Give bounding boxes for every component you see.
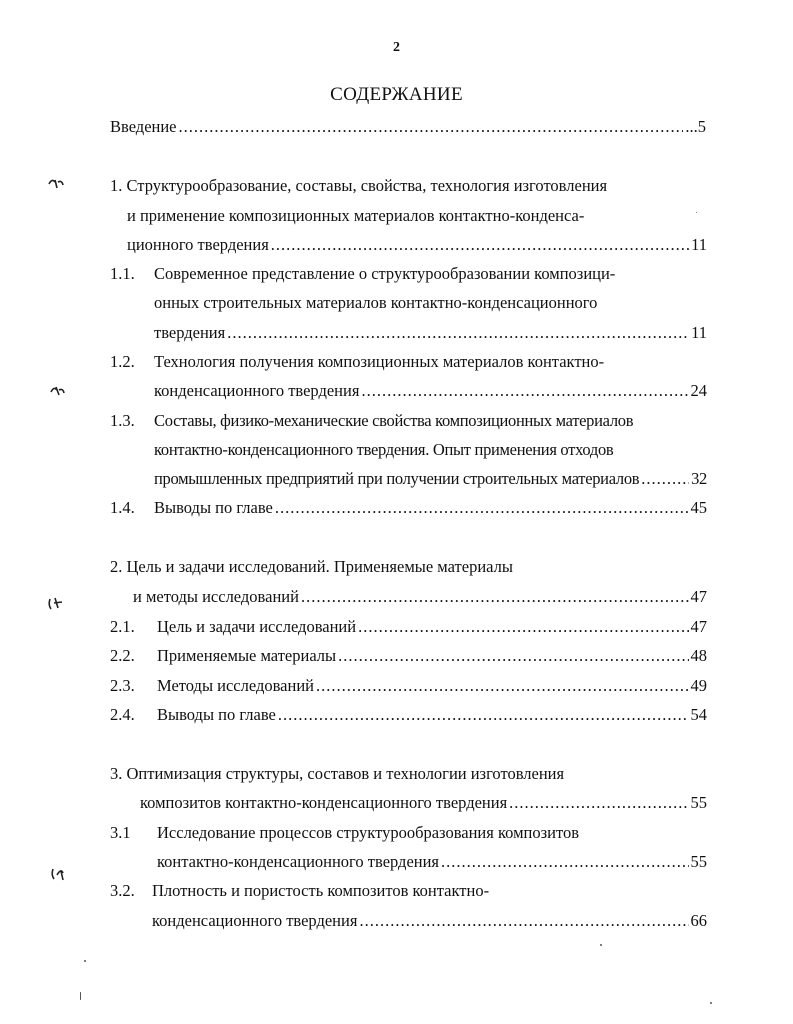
toc-title: СОДЕРЖАНИЕ	[330, 84, 463, 105]
leader-dots	[641, 469, 689, 489]
leader-dots	[275, 498, 689, 518]
chapter-3-title: 3. Оптимизация структуры, составов и технологии изготовления	[110, 764, 565, 783]
toc-entry-3-2	[152, 911, 707, 931]
scan-speck	[84, 960, 86, 962]
section-number: 1.3.	[110, 411, 135, 430]
toc-page: 45	[690, 498, 707, 517]
leader-dots	[359, 911, 688, 931]
toc-page: 49	[690, 676, 707, 695]
toc-label: твердения	[154, 323, 226, 342]
chapter-1-title: 1. Структурообразование, составы, свойства, технология изготовления	[110, 176, 608, 195]
toc-page: 11	[691, 235, 707, 254]
toc-page: 54	[690, 705, 707, 724]
section-number: 1.2.	[110, 352, 135, 371]
section-number: 1.1.	[110, 264, 135, 283]
scan-speck	[696, 212, 697, 213]
margin-mark	[49, 865, 69, 888]
section-number: 1.4.	[110, 498, 135, 517]
leader-dots	[271, 235, 689, 255]
leader-dots	[227, 323, 689, 343]
section-1-1-title-cont: онных строительных материалов контактно-конденсационного	[154, 293, 598, 312]
toc-entry-chapter-2	[133, 587, 707, 607]
toc-page: ...5	[685, 117, 706, 136]
leader-dots	[358, 617, 688, 637]
toc-page: 55	[690, 793, 707, 812]
scan-speck	[80, 992, 81, 1000]
margin-mark	[46, 176, 66, 197]
toc-entry-1-3	[154, 469, 707, 489]
section-number: 2.1.	[110, 617, 135, 636]
toc-page: 55	[690, 852, 707, 871]
leader-dots	[301, 587, 689, 607]
toc-label: контактно-конденсационного твердения	[157, 852, 440, 871]
toc-label: промышленных предприятий при получении строительных материалов	[154, 469, 640, 488]
toc-label: конденсационного твердения	[154, 381, 360, 400]
toc-page: 47	[690, 617, 707, 636]
toc-page: 48	[690, 646, 707, 665]
section-number: 2.2.	[110, 646, 135, 665]
section-number: 3.1	[110, 823, 131, 842]
toc-entry-3-1	[157, 852, 707, 872]
page-number: 2	[393, 40, 400, 55]
toc-entry-2-1	[157, 617, 707, 637]
toc-label: и методы исследований	[133, 587, 299, 606]
scan-speck	[710, 1002, 712, 1004]
toc-entry-chapter-3	[140, 793, 707, 813]
leader-dots	[361, 381, 688, 401]
section-number: 2.4.	[110, 705, 135, 724]
toc-entry-1-4	[154, 498, 707, 518]
chapter-1-title-cont: и применение композиционных материалов контактно-конденса-	[127, 206, 585, 225]
section-3-2-title: Плотность и пористость композитов контактно-	[152, 881, 490, 900]
toc-page: 32	[691, 469, 707, 488]
toc-entry-2-3	[157, 676, 707, 696]
toc-label: конденсационного твердения	[152, 911, 358, 930]
leader-dots	[338, 646, 688, 666]
leader-dots	[278, 705, 689, 725]
toc-entry-chapter-1	[127, 235, 707, 255]
leader-dots	[509, 793, 688, 813]
toc-entry-2-4	[157, 705, 707, 725]
toc-label: Цель и задачи исследований	[157, 617, 357, 636]
toc-label: композитов контактно-конденсационного твердения	[140, 793, 508, 812]
toc-page: 24	[690, 381, 707, 400]
toc-page: 11	[691, 323, 707, 342]
scan-speck	[600, 944, 602, 946]
chapter-2-title: 2. Цель и задачи исследований. Применяемые материалы	[110, 557, 513, 576]
toc-entry-2-2	[157, 646, 707, 666]
toc-label: Выводы по главе	[154, 498, 273, 517]
toc-label: Применяемые материалы	[157, 646, 337, 665]
section-1-3-title: Составы, физико-механические свойства композиционных материалов	[154, 411, 634, 430]
toc-page: 66	[690, 911, 707, 930]
section-3-1-title: Исследование процессов структурообразования композитов	[157, 823, 579, 842]
section-number: 3.2.	[110, 881, 135, 900]
toc-entry-1-1	[154, 323, 707, 343]
toc-label: Выводы по главе	[157, 705, 276, 724]
toc-label: ционного твердения	[127, 235, 269, 254]
toc-entry-intro	[110, 117, 706, 137]
section-1-3-title-cont: контактно-конденсационного твердения. Опыт применения отходов	[154, 440, 614, 459]
margin-mark	[48, 383, 68, 404]
section-1-2-title: Технология получения композиционных материалов контактно-	[154, 352, 605, 371]
leader-dots	[316, 676, 689, 696]
leader-dots	[441, 852, 688, 872]
leader-dots	[179, 117, 684, 137]
toc-page: 47	[690, 587, 707, 606]
section-1-1-title: Современное представление о структурообразовании композици-	[154, 264, 616, 283]
toc-label: Введение	[110, 117, 177, 136]
section-number: 2.3.	[110, 676, 135, 695]
toc-entry-1-2	[154, 381, 707, 401]
margin-mark	[46, 595, 66, 618]
toc-label: Методы исследований	[157, 676, 314, 695]
